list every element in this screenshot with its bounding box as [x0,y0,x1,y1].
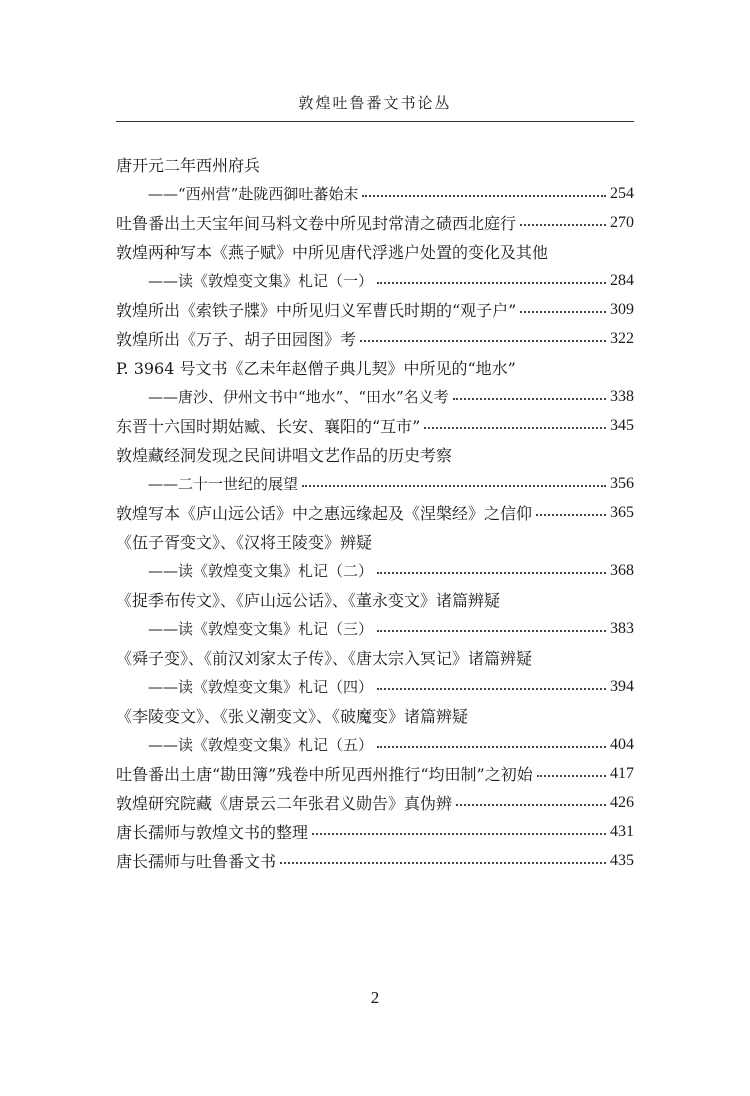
toc-page-number: 356 [610,474,634,492]
toc-entry-row [116,759,634,788]
toc-entry-title: ——读《敦煌变文集》札记（五） [148,736,374,754]
toc-entry-title: 敦煌研究院藏《唐景云二年张君义勋告》真伪辨 [116,794,453,813]
dot-leader [312,832,606,835]
dot-leader [377,571,606,574]
toc-entry-title: 唐开元二年西州府兵 [116,156,261,175]
toc-entry-title: 《捉季布传文》、《庐山远公话》、《董永变文》诸篇辨疑 [116,591,501,610]
toc-page-number: 431 [610,822,634,840]
toc-entry-title: 《伍子胥变文》、《汉将王陵变》辨疑 [116,533,373,552]
dot-leader [280,861,606,864]
toc-entry-title: 吐鲁番出土唐“勘田簿”残卷中所见西州推行“均田制”之初始 [116,765,533,784]
toc-entry-title: 唐长孺师与吐鲁番文书 [116,852,277,871]
toc-entry-title: 唐长孺师与敦煌文书的整理 [116,823,309,842]
toc-page-number: 270 [610,213,634,231]
dot-leader [377,281,606,284]
dot-leader [520,310,606,313]
toc-subtitle-row [116,469,634,498]
toc-subtitle-row [116,614,634,643]
dot-leader [362,194,606,197]
toc-subtitle-row [116,672,634,701]
page-number: 2 [370,988,380,1007]
toc-page-number: 284 [610,271,634,289]
dot-leader [302,484,606,487]
header-rule [116,121,634,122]
toc-page-number: 345 [610,416,634,434]
toc-entry-title: 敦煌藏经洞发现之民间讲唱文艺作品的历史考察 [116,446,453,465]
toc-page-number: 383 [610,619,634,637]
toc-entry-title: 敦煌所出《万子、胡子田园图》考 [116,330,357,349]
toc-page-number: 322 [610,329,634,347]
toc-entry-row [116,440,634,469]
toc-entry-row [116,788,634,817]
dot-leader [537,774,606,777]
toc-entry-title: 东晋十六国时期姑臧、长安、襄阳的“互市” [116,417,421,436]
toc-subtitle-row [116,266,634,295]
toc-entry-title: P. 3964 号文书《乙未年赵僧子典儿契》中所见的“地水” [116,359,516,378]
toc-entry-title: ——读《敦煌变文集》札记（二） [148,562,374,580]
toc-entry-title: ——唐沙、伊州文书中“地水”、“田水”名义考 [148,388,449,406]
toc-entry-row [116,353,634,382]
dot-leader [453,397,606,400]
toc-entry-row [116,295,634,324]
toc-entry-row [116,817,634,846]
toc-entry-row [116,324,634,353]
toc-page-number: 309 [610,300,634,318]
toc-subtitle-row [116,556,634,585]
toc-entry-title: ——“西州营”赴陇西御吐蕃始末 [148,185,359,203]
toc-entry-row [116,527,634,556]
toc-entry-title: 敦煌所出《索铁子牒》中所见归义军曹氏时期的“观子户” [116,301,517,320]
toc-subtitle-row [116,179,634,208]
toc-page-number: 435 [610,851,634,869]
dot-leader [456,803,606,806]
toc-entry-row [116,150,634,179]
toc-page-number: 394 [610,677,634,695]
toc-page-number: 338 [610,387,634,405]
toc-page-number: 365 [610,503,634,521]
dot-leader [377,629,606,632]
dot-leader [520,223,606,226]
dot-leader [536,513,606,516]
toc-entry-row [116,643,634,672]
toc-entry-title: ——读《敦煌变文集》札记（三） [148,620,374,638]
toc-entry-row [116,585,634,614]
toc-entry-title: ——二十一世纪的展望 [148,475,299,493]
table-of-contents [116,150,634,875]
toc-entry-row [116,237,634,266]
toc-entry-title: ——读《敦煌变文集》札记（四） [148,678,374,696]
toc-page-number: 404 [610,735,634,753]
toc-entry-row [116,701,634,730]
dot-leader [377,745,606,748]
toc-entry-row [116,208,634,237]
toc-entry-title: 吐鲁番出土天宝年间马料文卷中所见封常清之碛西北庭行 [116,214,517,233]
toc-subtitle-row [116,382,634,411]
dot-leader [424,426,606,429]
running-header: 敦煌吐鲁番文书论丛 [298,94,452,112]
toc-entry-row [116,498,634,527]
toc-entry-title: 敦煌写本《庐山远公话》中之惠远缘起及《涅槃经》之信仰 [116,504,533,523]
toc-page-number: 426 [610,793,634,811]
dot-leader [377,687,606,690]
toc-entry-title: ——读《敦煌变文集》札记（一） [148,272,374,290]
toc-page-number: 254 [610,184,634,202]
toc-entry-row [116,411,634,440]
toc-entry-title: 《李陵变文》、《张义潮变文》、《破魔变》诸篇辨疑 [116,707,469,726]
toc-entry-title: 敦煌两种写本《燕子赋》中所见唐代浮逃户处置的变化及其他 [116,243,549,262]
toc-page-number: 417 [610,764,634,782]
toc-entry-title: 《舜子变》、《前汉刘家太子传》、《唐太宗入冥记》诸篇辨疑 [116,649,533,668]
dot-leader [360,339,606,342]
toc-subtitle-row [116,730,634,759]
toc-page-number: 368 [610,561,634,579]
toc-entry-row [116,846,634,875]
